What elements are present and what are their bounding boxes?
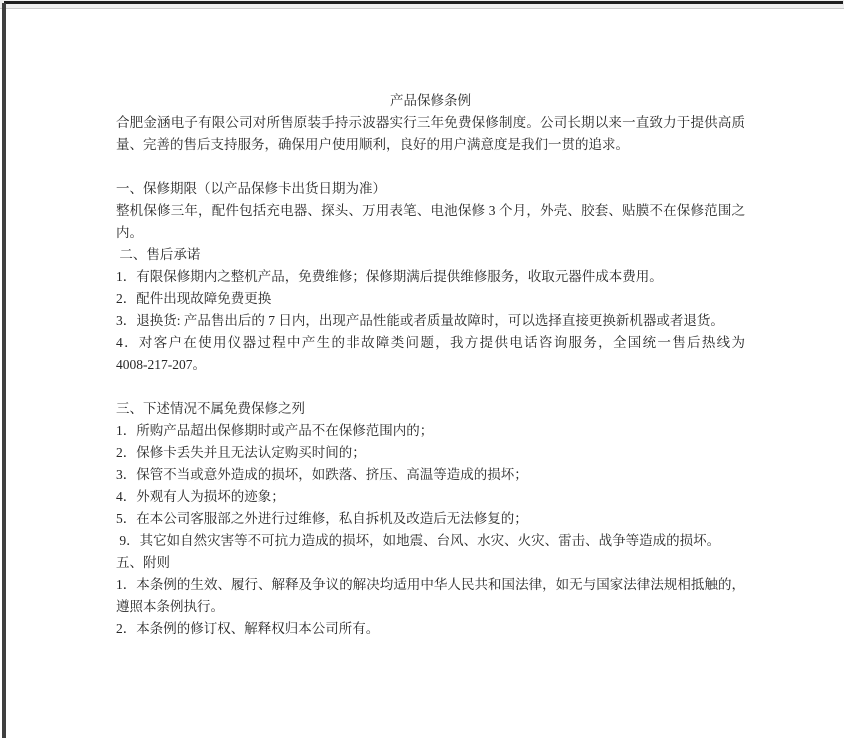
document-line: 合肥金涵电子有限公司对所售原装手持示波器实行三年免费保修制度。公司长期以来一直致力于提供高质 [116,115,745,130]
document-line: 1．有限保修期内之整机产品，免费维修；保修期满后提供维修服务，收取元器件成本费用。 [116,269,663,284]
blank-line [116,156,745,178]
page-left-border [2,3,6,738]
document-line: 二、售后承诺 [116,247,201,262]
document-line: 1．所购产品超出保修期时或产品不在保修范围内的； [116,423,434,438]
document-line: 4008-217-207。 [116,357,206,372]
document-line: 2．本条例的修订权、解释权归本公司所有。 [116,621,380,636]
document-title: 产品保修条例 [390,93,471,108]
document-line: 3．退换货: 产品售出后的 7 日内，出现产品性能或者质量故障时，可以选择直接更换新机器或者退货。 [116,313,724,328]
document-line: 5．在本公司客服部之外进行过维修，私自拆机及改造后无法修复的； [116,511,528,526]
document-line: 量、完善的售后支持服务，确保用户使用顺利，良好的用户满意度是我们一贯的追求。 [116,137,629,152]
document-line: 2．保修卡丢失并且无法认定购买时间的； [116,445,366,460]
document-line: 整机保修三年，配件包括充电器、探头、万用表笔、电池保修 3 个月，外壳、胶套、贴膜不在保修范围之 [116,203,745,218]
document-line: 9．其它如自然灾害等不可抗力造成的损坏，如地震、台风、水灾、火灾、雷击、战争等造成的损坏。 [116,533,721,548]
page-content [116,90,745,640]
blank-line [116,376,745,398]
document-line: 内。 [116,225,143,240]
document-line: 五、附则 [116,555,170,570]
document-line: 一、保修期限（以产品保修卡出货日期为准） [116,181,386,196]
document-line: 2．配件出现故障免费更换 [116,291,272,306]
document-line: 3．保管不当或意外造成的损坏，如跌落、挤压、高温等造成的损坏； [116,467,528,482]
document-line: 三、下述情况不属免费保修之列 [116,401,305,416]
document-line: 遵照本条例执行。 [116,599,224,614]
document-line: 4．外观有人为损坏的迹象； [116,489,285,504]
page-top-border [4,1,843,4]
document-line: 1．本条例的生效、履行、解释及争议的解决均适用中华人民共和国法律，如无与国家法律法规相抵触的， [116,577,745,592]
document-line: 4．对客户在使用仪器过程中产生的非故障类问题，我方提供电话咨询服务，全国统一售后热线为 [116,335,745,350]
